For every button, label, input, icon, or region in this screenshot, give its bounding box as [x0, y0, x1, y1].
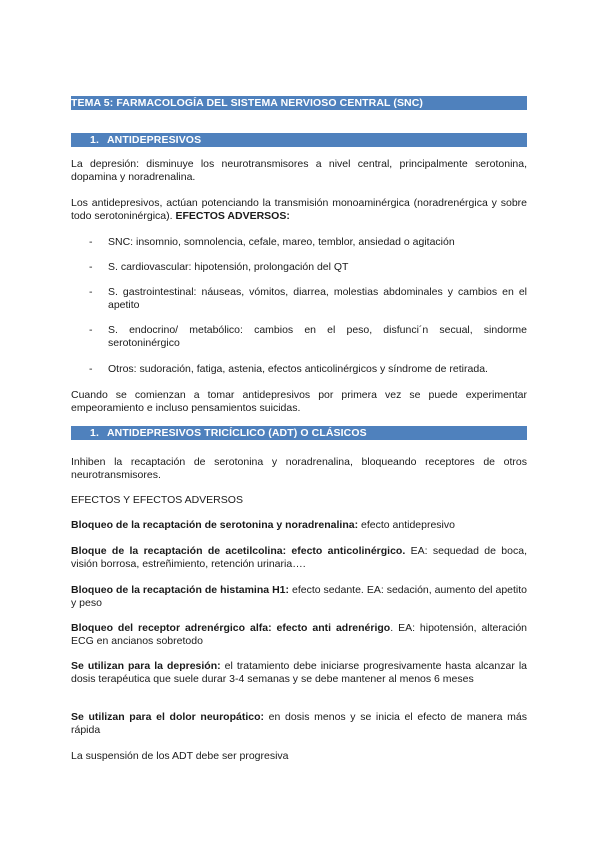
- adverse-effects-label: EFECTOS ADVERSOS:: [175, 210, 290, 222]
- effect-description: el tratamiento debe iniciarse progresivamente hasta alcanzar la dosis terapéutica que suele durar 3-4 semanas y se debe mantener al menos 6 meses: [71, 660, 527, 685]
- list-item-text: S. endocrino/ metabólico: cambios en el peso, disfunci´n secual, sindorme serotoninérgico: [108, 324, 527, 349]
- effect-description: . EA: hipotensión, alteración ECG en ancianos sobretodo: [71, 622, 527, 647]
- section-heading-tricyclic: [71, 426, 527, 440]
- list-dash: -: [89, 236, 93, 248]
- effect-description: efecto sedante. EA: sedación, aumento del apetito y peso: [71, 584, 527, 609]
- effect-description: efecto antidepresivo: [358, 519, 455, 531]
- list-item: [89, 236, 527, 249]
- list-item-text: S. cardiovascular: hipotensión, prolongación del QT: [108, 261, 349, 273]
- topic-title-bar: [71, 96, 527, 110]
- paragraph-warning: Cuando se comienzan a tomar antidepresivos por primera vez se puede experimentar empeoramiento e incluso pensamientos suicidas.: [71, 389, 527, 414]
- list-item-text: S. gastrointestinal: náuseas, vómitos, diarrea, molestias abdominales y cambios en el apetito: [108, 286, 527, 311]
- effect-term: Se utilizan para la depresión:: [71, 660, 221, 672]
- effect-term: Bloqueo del receptor adrenérgico alfa: efecto anti adrenérigo: [71, 622, 391, 634]
- paragraph-depresion: La depresión: disminuye los neurotransmisores a nivel central, principalmente serotonina, dopamina y noradrenalina.: [71, 158, 527, 183]
- effect-entry: [71, 584, 527, 610]
- effect-entry: [71, 519, 527, 532]
- effect-description: EA: sequedad de boca, visión borrosa, estreñimiento, retención urinaria….: [71, 545, 527, 570]
- list-dash: -: [89, 286, 93, 298]
- list-item: [89, 363, 527, 376]
- list-dash: -: [89, 363, 93, 375]
- paragraph-text: Los antidepresivos, actúan potenciando la transmisión monoaminérgica (noradrenérgica y sobre todo serotoninérgica).: [71, 197, 527, 222]
- list-item: [89, 324, 527, 350]
- effect-entry: [71, 660, 527, 686]
- paragraph-inhiben: Inhiben la recaptación de serotonina y noradrenalina, bloqueando receptores de otros neurotransmisores.: [71, 456, 527, 481]
- effect-term: Se utilizan para el dolor neuropático:: [71, 711, 265, 723]
- section-title: ANTIDEPRESIVOS TRICÍCLICO (ADT) O CLÁSICOS: [107, 427, 367, 439]
- effect-entry: [71, 711, 527, 737]
- section-number: 1.: [90, 134, 99, 146]
- paragraph-antidepresivos: [71, 197, 527, 223]
- section-heading-antidepresivos: [71, 133, 527, 147]
- effect-description: en dosis menos y se inicia el efecto de manera más rápida: [71, 711, 527, 736]
- effect-term: Bloque de la recaptación de acetilcolina: efecto anticolinérgico.: [71, 545, 406, 557]
- list-item: [89, 286, 527, 312]
- topic-title: TEMA 5: FARMACOLOGÍA DEL SISTEMA NERVIOSO CENTRAL (SNC): [71, 97, 424, 109]
- list-item-text: Otros: sudoración, fatiga, astenia, efectos anticolinérgicos y síndrome de retirada.: [108, 363, 488, 375]
- list-dash: -: [89, 324, 93, 336]
- effect-entry: [71, 545, 527, 571]
- list-item: [89, 261, 527, 274]
- list-dash: -: [89, 261, 93, 273]
- effect-entry: [71, 622, 527, 648]
- effects-heading: EFECTOS Y EFECTOS ADVERSOS: [71, 494, 243, 506]
- paragraph-suspension: La suspensión de los ADT debe ser progresiva: [71, 750, 289, 762]
- list-item-text: SNC: insomnio, somnolencia, cefale, mareo, temblor, ansiedad o agitación: [108, 236, 455, 248]
- effect-term: Bloqueo de la recaptación de serotonina y noradrenalina:: [71, 519, 359, 531]
- section-title: ANTIDEPRESIVOS: [107, 134, 202, 146]
- section-number: 1.: [90, 427, 99, 439]
- effect-term: Bloqueo de la recaptación de histamina H1:: [71, 584, 289, 596]
